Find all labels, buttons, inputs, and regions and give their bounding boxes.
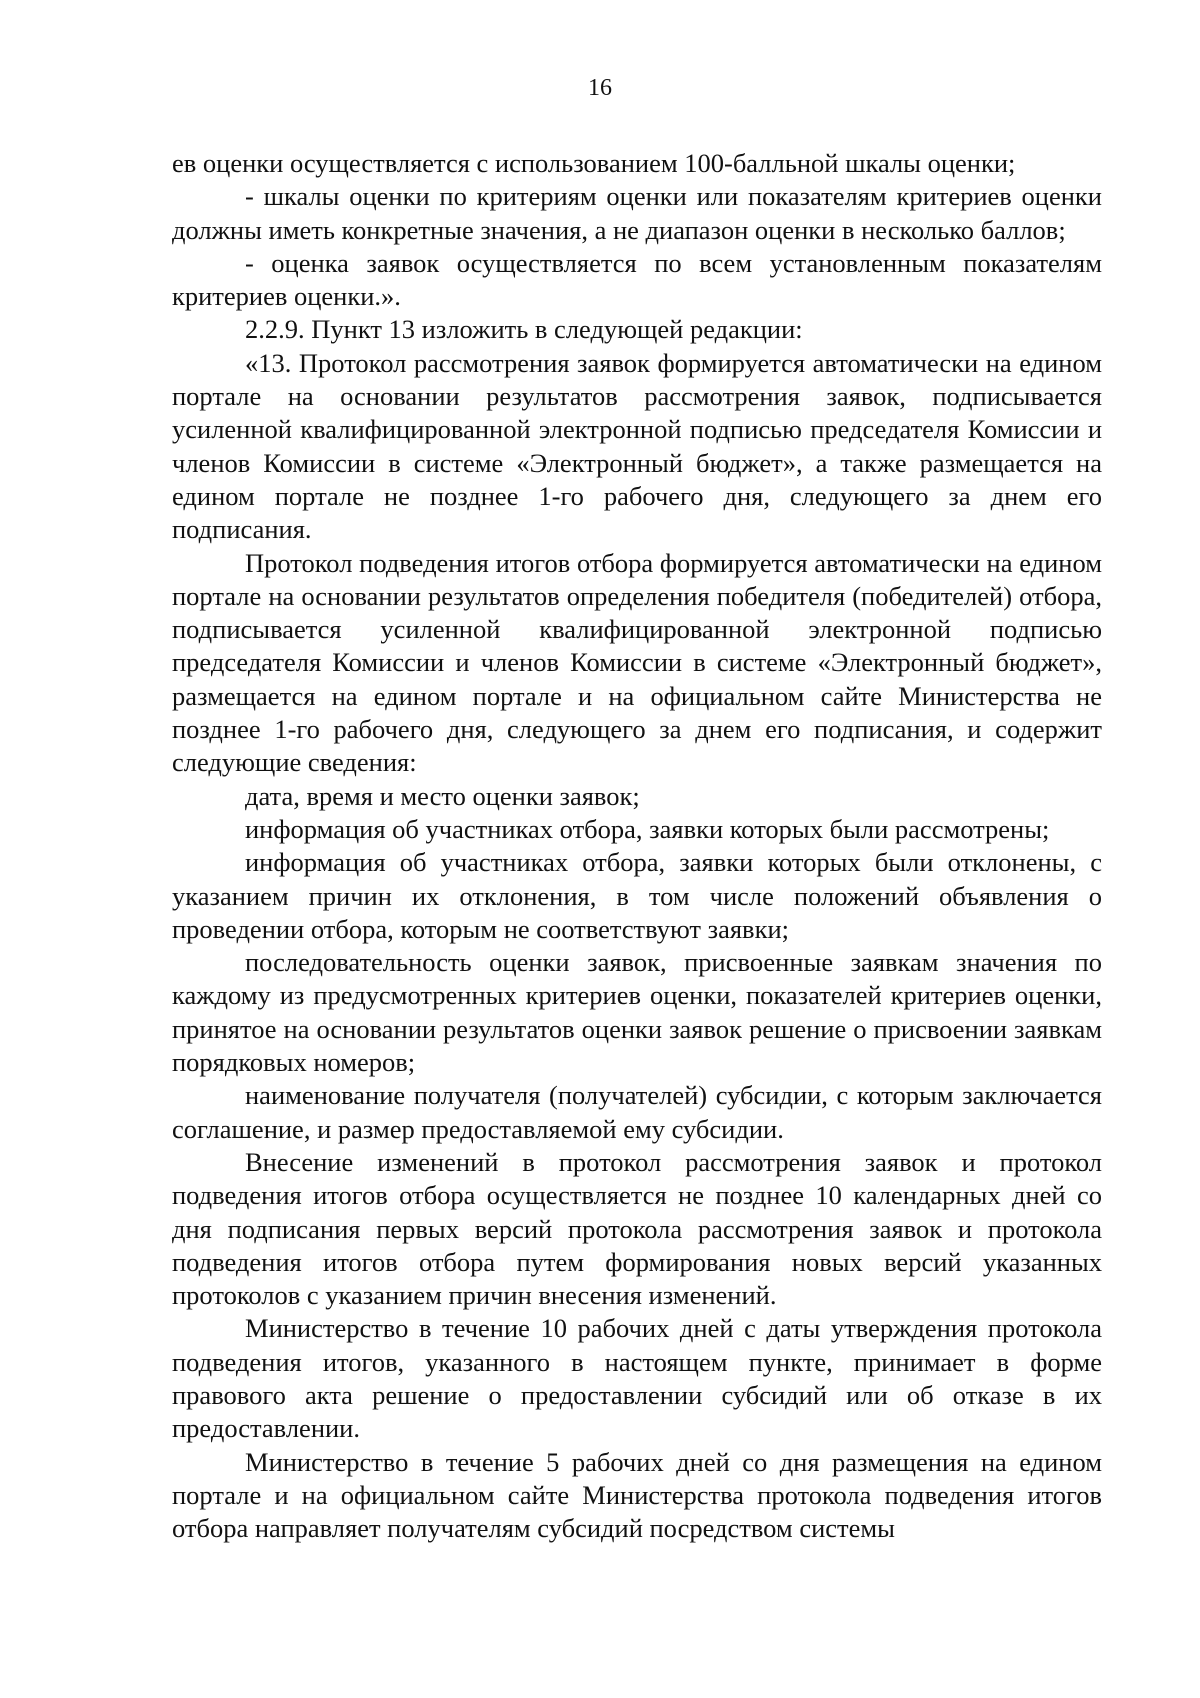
paragraph-ministry-notification: Министерство в течение 5 рабочих дней со дня размещения на едином портале и на официальном сайте Министерства протокола подведения итогов отбора направляет получателям субсидий посредством системы: [172, 1446, 1102, 1544]
list-item-rejected-participants: информация об участниках отбора, заявки которых были отклонены, с указанием причин их отклонения, в том числе положений объявления о проведении отбора, которым не соответствуют заявки;: [172, 847, 1102, 944]
paragraph-protocol-changes: Внесение изменений в протокол рассмотрения заявок и протокол подведения итогов отбора осуществляется не позднее 10 календарных дней со дня подписания первых версий протокола рассмотрения заявок и протокола подведения итогов отбора путем формирования новых версий указанных протоколов с указанием причин внесения изменений.: [172, 1146, 1102, 1311]
paragraph-clause-2-2-9: 2.2.9. Пункт 13 изложить в следующей редакции:: [245, 314, 803, 345]
list-item-evaluation-sequence: последовательность оценки заявок, присвоенные заявкам значения по каждому из предусмотренных критериев оценки, показателей критериев оценки, принятое на основании результатов оценки заявок решение о присвоении заявкам порядковых номеров;: [172, 947, 1102, 1078]
list-item-date-time-place: дата, время и место оценки заявок;: [245, 780, 640, 811]
paragraph-scale-values: - шкалы оценки по критериям оценки или показателям критериев оценки должны иметь конкретные значения, а не диапазон оценки в несколько баллов;: [172, 181, 1102, 245]
list-item-recipient-name: наименование получателя (получателей) субсидии, с которым заключается соглашение, и размер предоставляемой ему субсидии.: [172, 1080, 1102, 1144]
document-body: [172, 147, 1102, 1545]
page-number: 16: [588, 75, 612, 101]
paragraph-all-indicators: - оценка заявок осуществляется по всем установленным показателям критериев оценки.».: [172, 247, 1102, 312]
paragraph-continuation: ев оценки осуществляется с использованием 100-балльной шкалы оценки;: [172, 148, 1016, 178]
paragraph-results-protocol: Протокол подведения итогов отбора формируется автоматически на едином портале на основании результатов определения победителя (победителей) отбора, подписывается усиленной квалифицированной электронной подписью председателя Комиссии и членов Комиссии в системе «Электронный бюджет», размещается на едином портале и на официальном сайте Министерства не позднее 1-го рабочего дня, следующего за днем его подписания, и содержит следующие сведения:: [172, 547, 1102, 778]
paragraph-ministry-decision: Министерство в течение 10 рабочих дней с даты утверждения протокола подведения итогов, указанного в настоящем пункте, принимает в форме правового акта решение о предоставлении субсидий или об отказе в их предоставлении.: [172, 1313, 1102, 1444]
list-item-reviewed-participants: информация об участниках отбора, заявки которых были рассмотрены;: [245, 813, 1050, 844]
paragraph-item-13: «13. Протокол рассмотрения заявок формируется автоматически на едином портале на основании результатов рассмотрения заявок, подписывается усиленной квалифицированной электронной подписью председателя Комиссии и членов Комиссии в системе «Электронный бюджет», а также размещается на едином портале не позднее 1-го рабочего дня, следующего за днем его подписания.: [172, 347, 1102, 545]
